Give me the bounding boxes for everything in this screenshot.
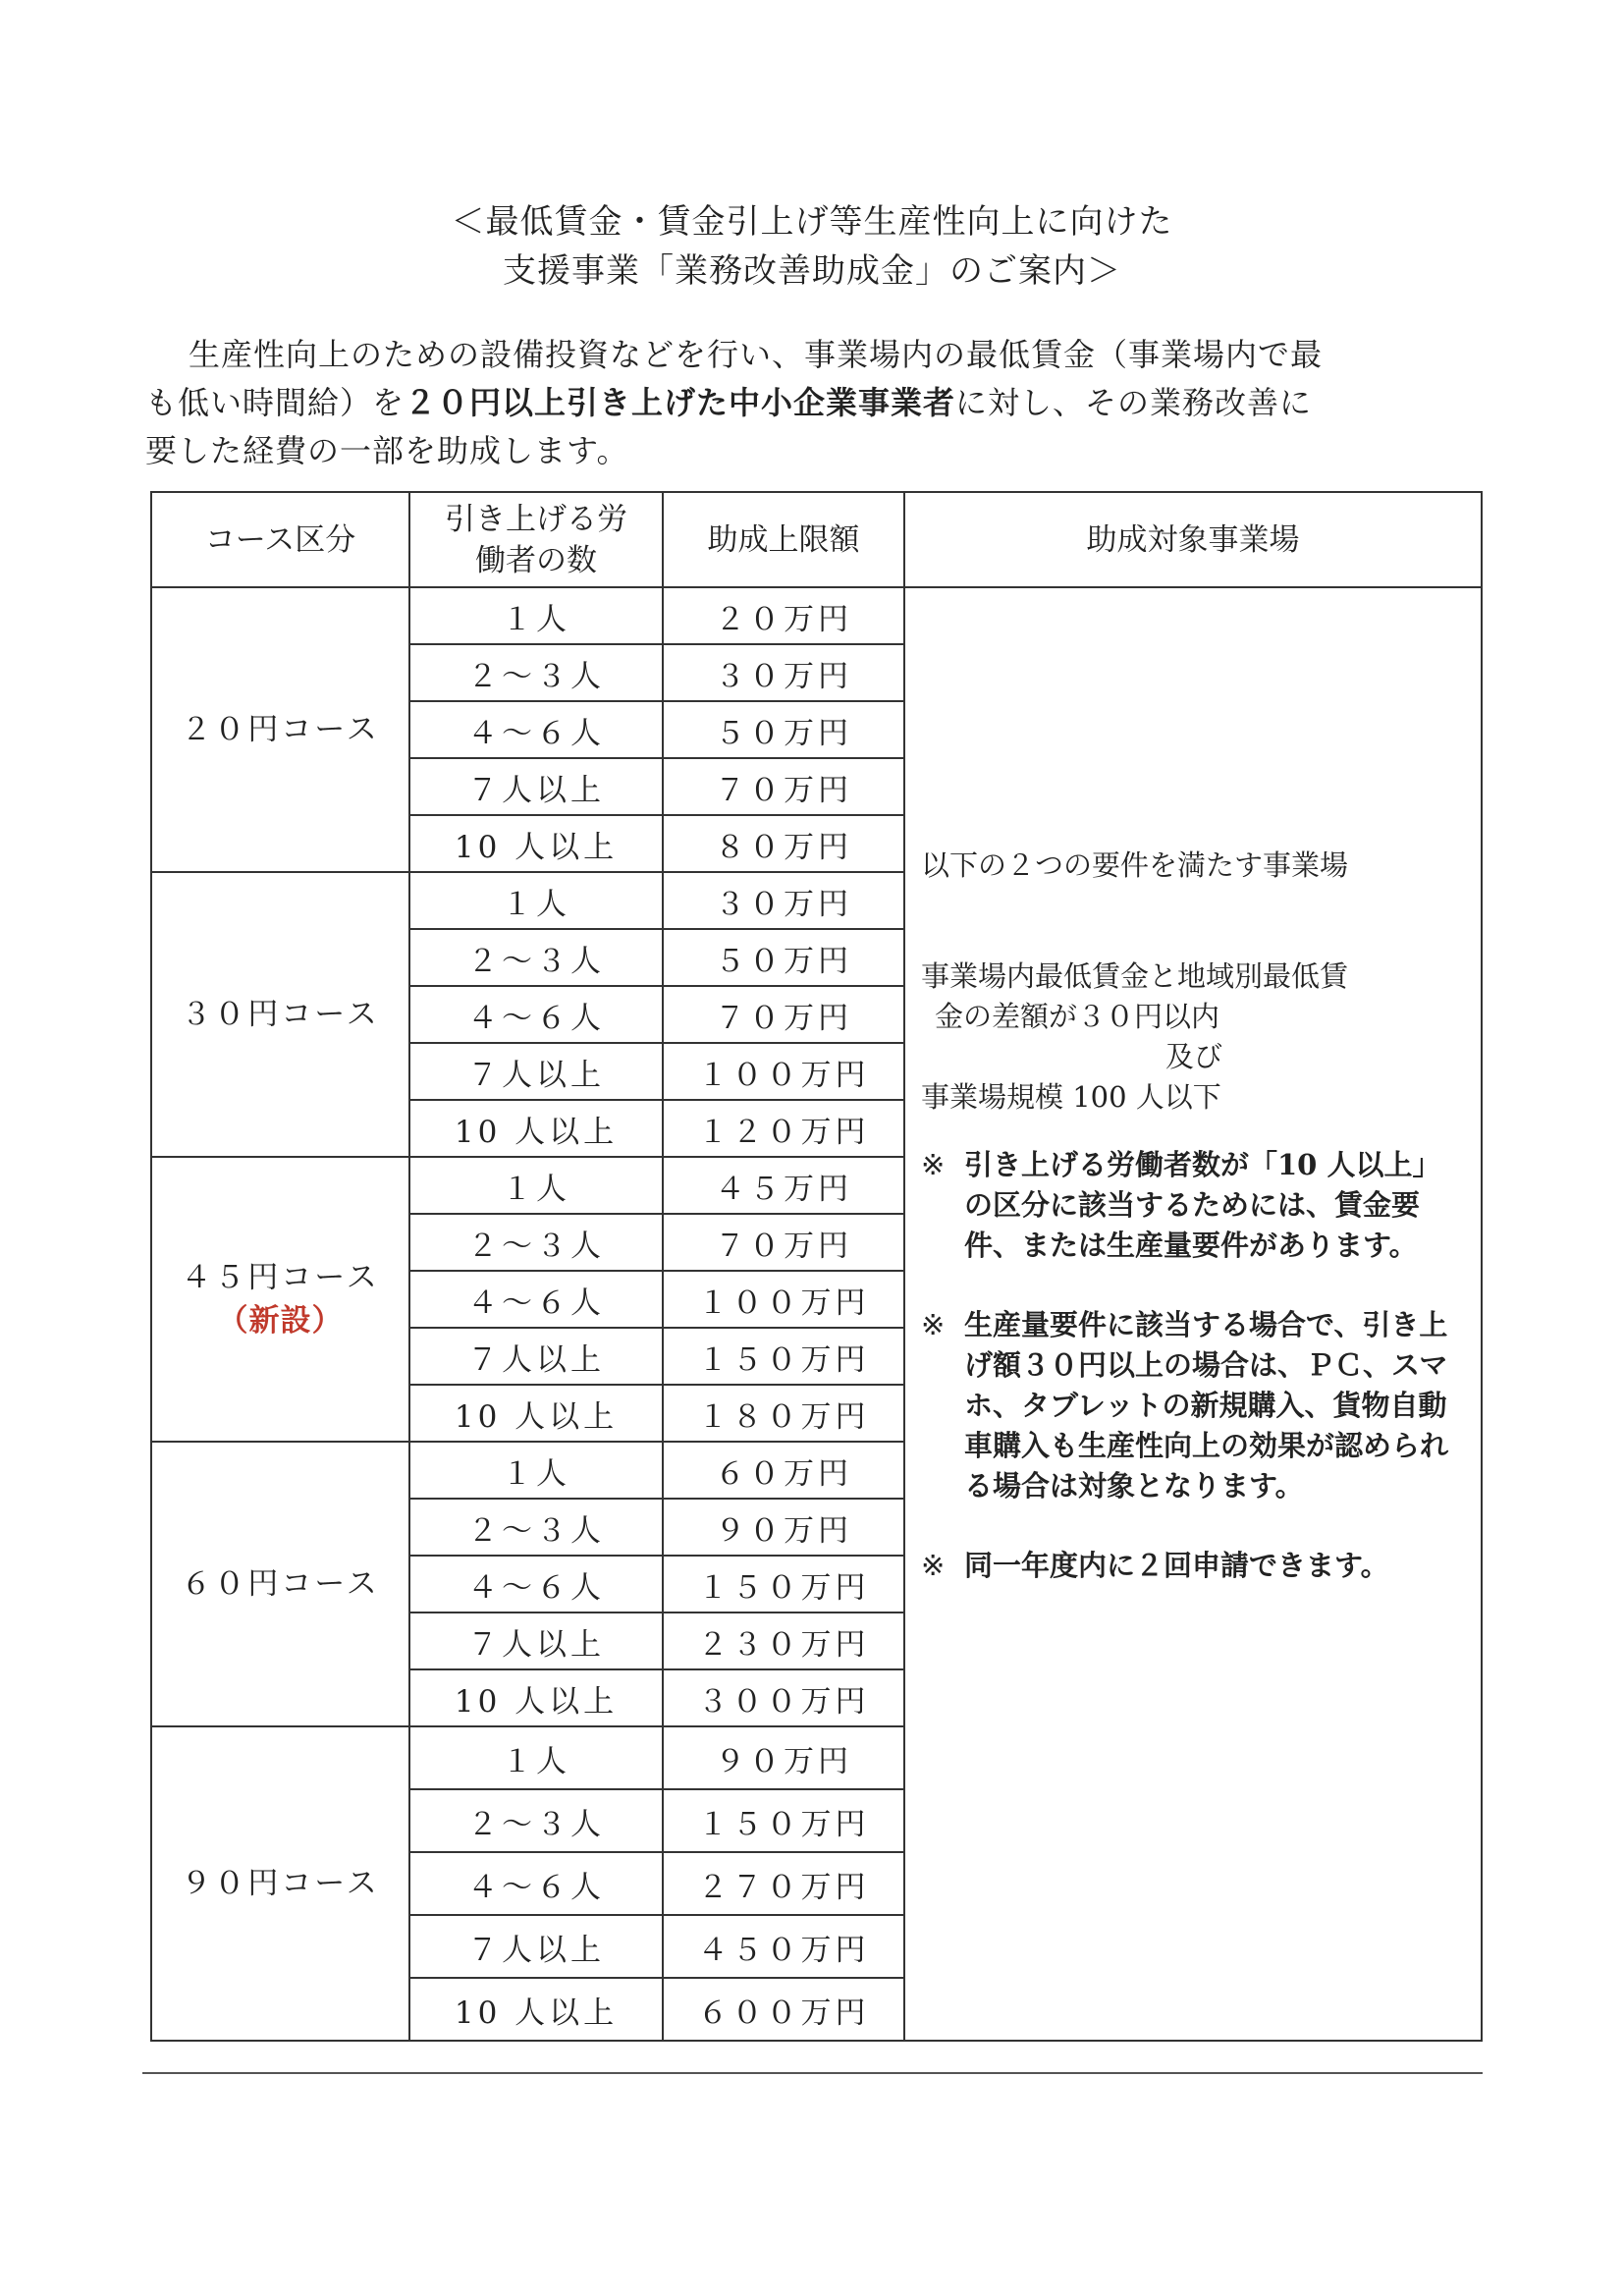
bottom-divider xyxy=(142,2072,1483,2074)
limit-cell: ４５万円 xyxy=(663,1157,904,1214)
intro-paragraph xyxy=(145,331,1469,475)
limit-cell: ３０万円 xyxy=(663,644,904,701)
limit-cell: ５０万円 xyxy=(663,701,904,758)
workers-cell: ７人以上 xyxy=(409,1915,663,1978)
course-name: ３０円コース xyxy=(181,997,380,1032)
course-cell xyxy=(151,872,409,1157)
target-note-1 xyxy=(921,1145,1467,1266)
workers-cell: １人 xyxy=(409,587,663,644)
note-1-text: 引き上げる労働者数が「10 人以上」の区分に該当するためには、賃金要件、または生産量要件があります。 xyxy=(964,1148,1441,1262)
workers-cell: １人 xyxy=(409,872,663,929)
workers-cell: ２～３人 xyxy=(409,1789,663,1852)
requirement-2: 事業場規模 100 人以下 xyxy=(921,1080,1221,1114)
limit-cell: ９０万円 xyxy=(663,1499,904,1556)
intro-text-2a: も低い時間給）を xyxy=(145,384,406,421)
limit-cell: １８０万円 xyxy=(663,1385,904,1442)
limit-cell: ９０万円 xyxy=(663,1726,904,1789)
requirement-and: 及び xyxy=(1164,1040,1222,1073)
workers-cell: １人 xyxy=(409,1442,663,1499)
workers-cell: ７人以上 xyxy=(409,1043,663,1100)
limit-cell: １５０万円 xyxy=(663,1556,904,1613)
requirement-1-line1: 事業場内最低賃金と地域別最低賃 xyxy=(921,959,1349,993)
course-name: ２０円コース xyxy=(181,712,380,747)
intro-emphasis: ２０円以上引き上げた中小企業事業者 xyxy=(405,384,956,421)
limit-cell: ２３０万円 xyxy=(663,1613,904,1669)
page-title-line1: ＜最低賃金・賃金引上げ等生産性向上に向けた xyxy=(451,202,1173,242)
workers-cell: ４～６人 xyxy=(409,1852,663,1915)
intro-line-1 xyxy=(145,331,1469,379)
workers-cell: 10 人以上 xyxy=(409,1100,663,1157)
limit-cell: １００万円 xyxy=(663,1271,904,1328)
workers-cell: 10 人以上 xyxy=(409,1978,663,2041)
workers-cell: １人 xyxy=(409,1157,663,1214)
limit-cell: ６０万円 xyxy=(663,1442,904,1499)
limit-cell: ７０万円 xyxy=(663,758,904,815)
workers-cell: 10 人以上 xyxy=(409,815,663,872)
limit-cell: ６００万円 xyxy=(663,1978,904,2041)
header-limit: 助成上限額 xyxy=(663,492,904,587)
note-mark: ※ xyxy=(921,1308,946,1341)
workers-cell: １人 xyxy=(409,1726,663,1789)
header-workers xyxy=(409,492,663,587)
limit-cell: ８０万円 xyxy=(663,815,904,872)
limit-cell: １５０万円 xyxy=(663,1328,904,1385)
course-cell xyxy=(151,587,409,872)
header-target: 助成対象事業場 xyxy=(904,492,1482,587)
workers-cell: ２～３人 xyxy=(409,929,663,986)
requirement-1-line2: 金の差額が３０円以内 xyxy=(935,1000,1220,1033)
workers-cell: ７人以上 xyxy=(409,758,663,815)
limit-cell: ２０万円 xyxy=(663,587,904,644)
table-row xyxy=(151,587,1482,644)
table-header-row xyxy=(151,492,1482,587)
grant-table xyxy=(150,491,1483,2042)
note-mark: ※ xyxy=(921,1148,946,1181)
limit-cell: １２０万円 xyxy=(663,1100,904,1157)
course-cell xyxy=(151,1442,409,1726)
workers-cell: ４～６人 xyxy=(409,986,663,1043)
limit-cell: ７０万円 xyxy=(663,986,904,1043)
note-mark: ※ xyxy=(921,1549,946,1582)
workers-cell: ７人以上 xyxy=(409,1328,663,1385)
page-title-line2: 支援事業「業務改善助成金」のご案内＞ xyxy=(503,251,1121,291)
note-3-text: 同一年度内に２回申請できます。 xyxy=(964,1549,1389,1582)
target-condition: 以下の２つの要件を満たす事業場 xyxy=(921,848,1349,882)
header-course: コース区分 xyxy=(151,492,409,587)
course-new-badge: （新設） xyxy=(217,1303,344,1339)
limit-cell: ７０万円 xyxy=(663,1214,904,1271)
course-cell xyxy=(151,1726,409,2041)
workers-cell: 10 人以上 xyxy=(409,1669,663,1726)
course-name: ６０円コース xyxy=(181,1566,380,1602)
workers-cell: ４～６人 xyxy=(409,1556,663,1613)
limit-cell: １５０万円 xyxy=(663,1789,904,1852)
intro-line-2 xyxy=(145,379,1469,427)
course-name: ９０円コース xyxy=(181,1866,380,1901)
target-note-2 xyxy=(921,1305,1467,1506)
intro-text-2c: に対し、その業務改善に xyxy=(955,384,1313,421)
limit-cell: ５０万円 xyxy=(663,929,904,986)
target-requirements xyxy=(921,957,1467,1118)
header-workers-label: 引き上げる労働者の数 xyxy=(445,501,627,578)
grant-table-body xyxy=(151,587,1482,2041)
workers-cell: ２～３人 xyxy=(409,1214,663,1271)
limit-cell: １００万円 xyxy=(663,1043,904,1100)
limit-cell: ３００万円 xyxy=(663,1669,904,1726)
target-note-3 xyxy=(921,1546,1467,1586)
workers-cell: ４～６人 xyxy=(409,701,663,758)
workers-cell: ２～３人 xyxy=(409,1499,663,1556)
limit-cell: ３０万円 xyxy=(663,872,904,929)
course-name: ４５円コース xyxy=(181,1260,380,1295)
workers-cell: ７人以上 xyxy=(409,1613,663,1669)
intro-line-3: 要した経費の一部を助成します。 xyxy=(145,432,629,469)
workers-cell: 10 人以上 xyxy=(409,1385,663,1442)
note-2-text: 生産量要件に該当する場合で、引き上げ額３０円以上の場合は、ＰＣ、スマホ、タブレットの新規購入、貨物自動車購入も生産性向上の効果が認められる場合は対象となります。 xyxy=(964,1308,1449,1503)
limit-cell: ４５０万円 xyxy=(663,1915,904,1978)
limit-cell: ２７０万円 xyxy=(663,1852,904,1915)
intro-text-1: 生産性向上のための設備投資などを行い、事業場内の最低賃金（事業場内で最 xyxy=(189,336,1324,373)
course-cell xyxy=(151,1157,409,1442)
workers-cell: ４～６人 xyxy=(409,1271,663,1328)
workers-cell: ２～３人 xyxy=(409,644,663,701)
target-cell xyxy=(904,587,1482,2041)
